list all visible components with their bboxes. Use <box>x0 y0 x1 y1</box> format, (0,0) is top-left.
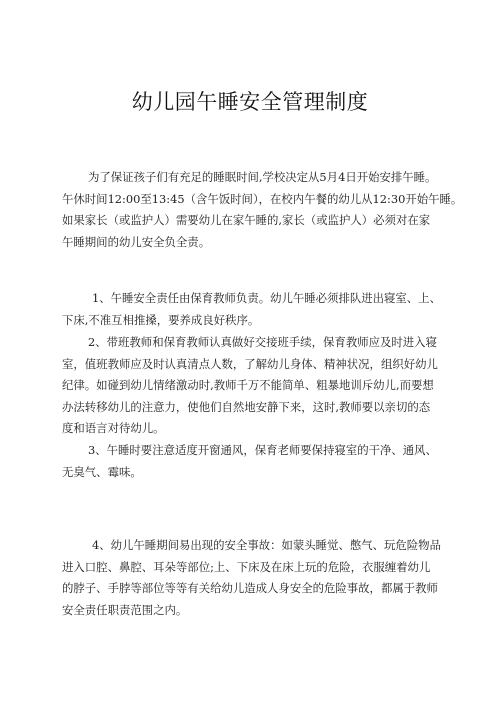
paragraph-line: 为了保证孩子们有充足的睡眠时间,学校决定从5月4日开始安排午睡。 <box>88 170 437 184</box>
paragraph-line: 3、午睡时要注意适度开窗通风，保育老师要保持寝室的干净、通风、 <box>88 443 437 457</box>
paragraph-line: 1、午睡安全责任由保育教师负责。幼儿午睡必须排队进出寝室、上、 <box>92 291 441 305</box>
rule-paragraph-3 <box>62 440 442 483</box>
paragraph-line: 如果家长（或监护人）需要幼儿在家午睡的,家长（或监护人）必须对在家 <box>62 213 431 227</box>
paragraph-line: 室，值班教师应及时认真清点人数，了解幼儿身体、精神状况，组织好幼儿 <box>62 356 438 371</box>
paragraph-line: 的脖子、手脖等部位等等有关给幼儿造成人身安全的危险事故，都属于教师 <box>62 581 438 595</box>
paragraph-line: 2、带班教师和保育教师认真做好交接班手续，保育教师应及时进入寝 <box>88 335 437 349</box>
document-title: 幼儿园午睡安全管理制度 <box>131 90 369 114</box>
rule-paragraph-1 <box>62 288 442 331</box>
paragraph-line: 午睡期间的幼儿安全负全责。 <box>62 234 211 249</box>
rule-paragraph-2 <box>62 332 442 440</box>
paragraph-line: 4、幼儿午睡期间易出现的安全事故：如蒙头睡觉、憋气、玩危险物品 <box>92 538 441 552</box>
paragraph-line: 午休时间12:00至13:45（含午饭时间），在校内午餐的幼儿从12:30开始午睡。 <box>62 191 463 206</box>
paragraph-line: 安全责任职责范围之内。 <box>62 602 188 617</box>
paragraph-line: 办法转移幼儿的注意力，使他们自然地安静下来，这时,教师要以亲切的态 <box>62 399 431 414</box>
paragraph-line: 进入口腔、鼻腔、耳朵等部位;上、下床及在床上玩的危险，衣服缠着幼儿 <box>62 559 431 574</box>
paragraph-line: 度和语言对待幼儿。 <box>62 421 165 435</box>
rule-paragraph-4 <box>62 535 442 621</box>
paragraph-line: 纪律。如碰到幼儿情绪激动时,教师千万不能简单、粗暴地训斥幼儿,而要想 <box>62 378 434 392</box>
paragraph-line: 下床,不准互相推搡，要养成良好秩序。 <box>62 312 260 327</box>
paragraph-line: 无臭气、霉味。 <box>62 464 142 479</box>
intro-paragraph <box>62 167 463 253</box>
